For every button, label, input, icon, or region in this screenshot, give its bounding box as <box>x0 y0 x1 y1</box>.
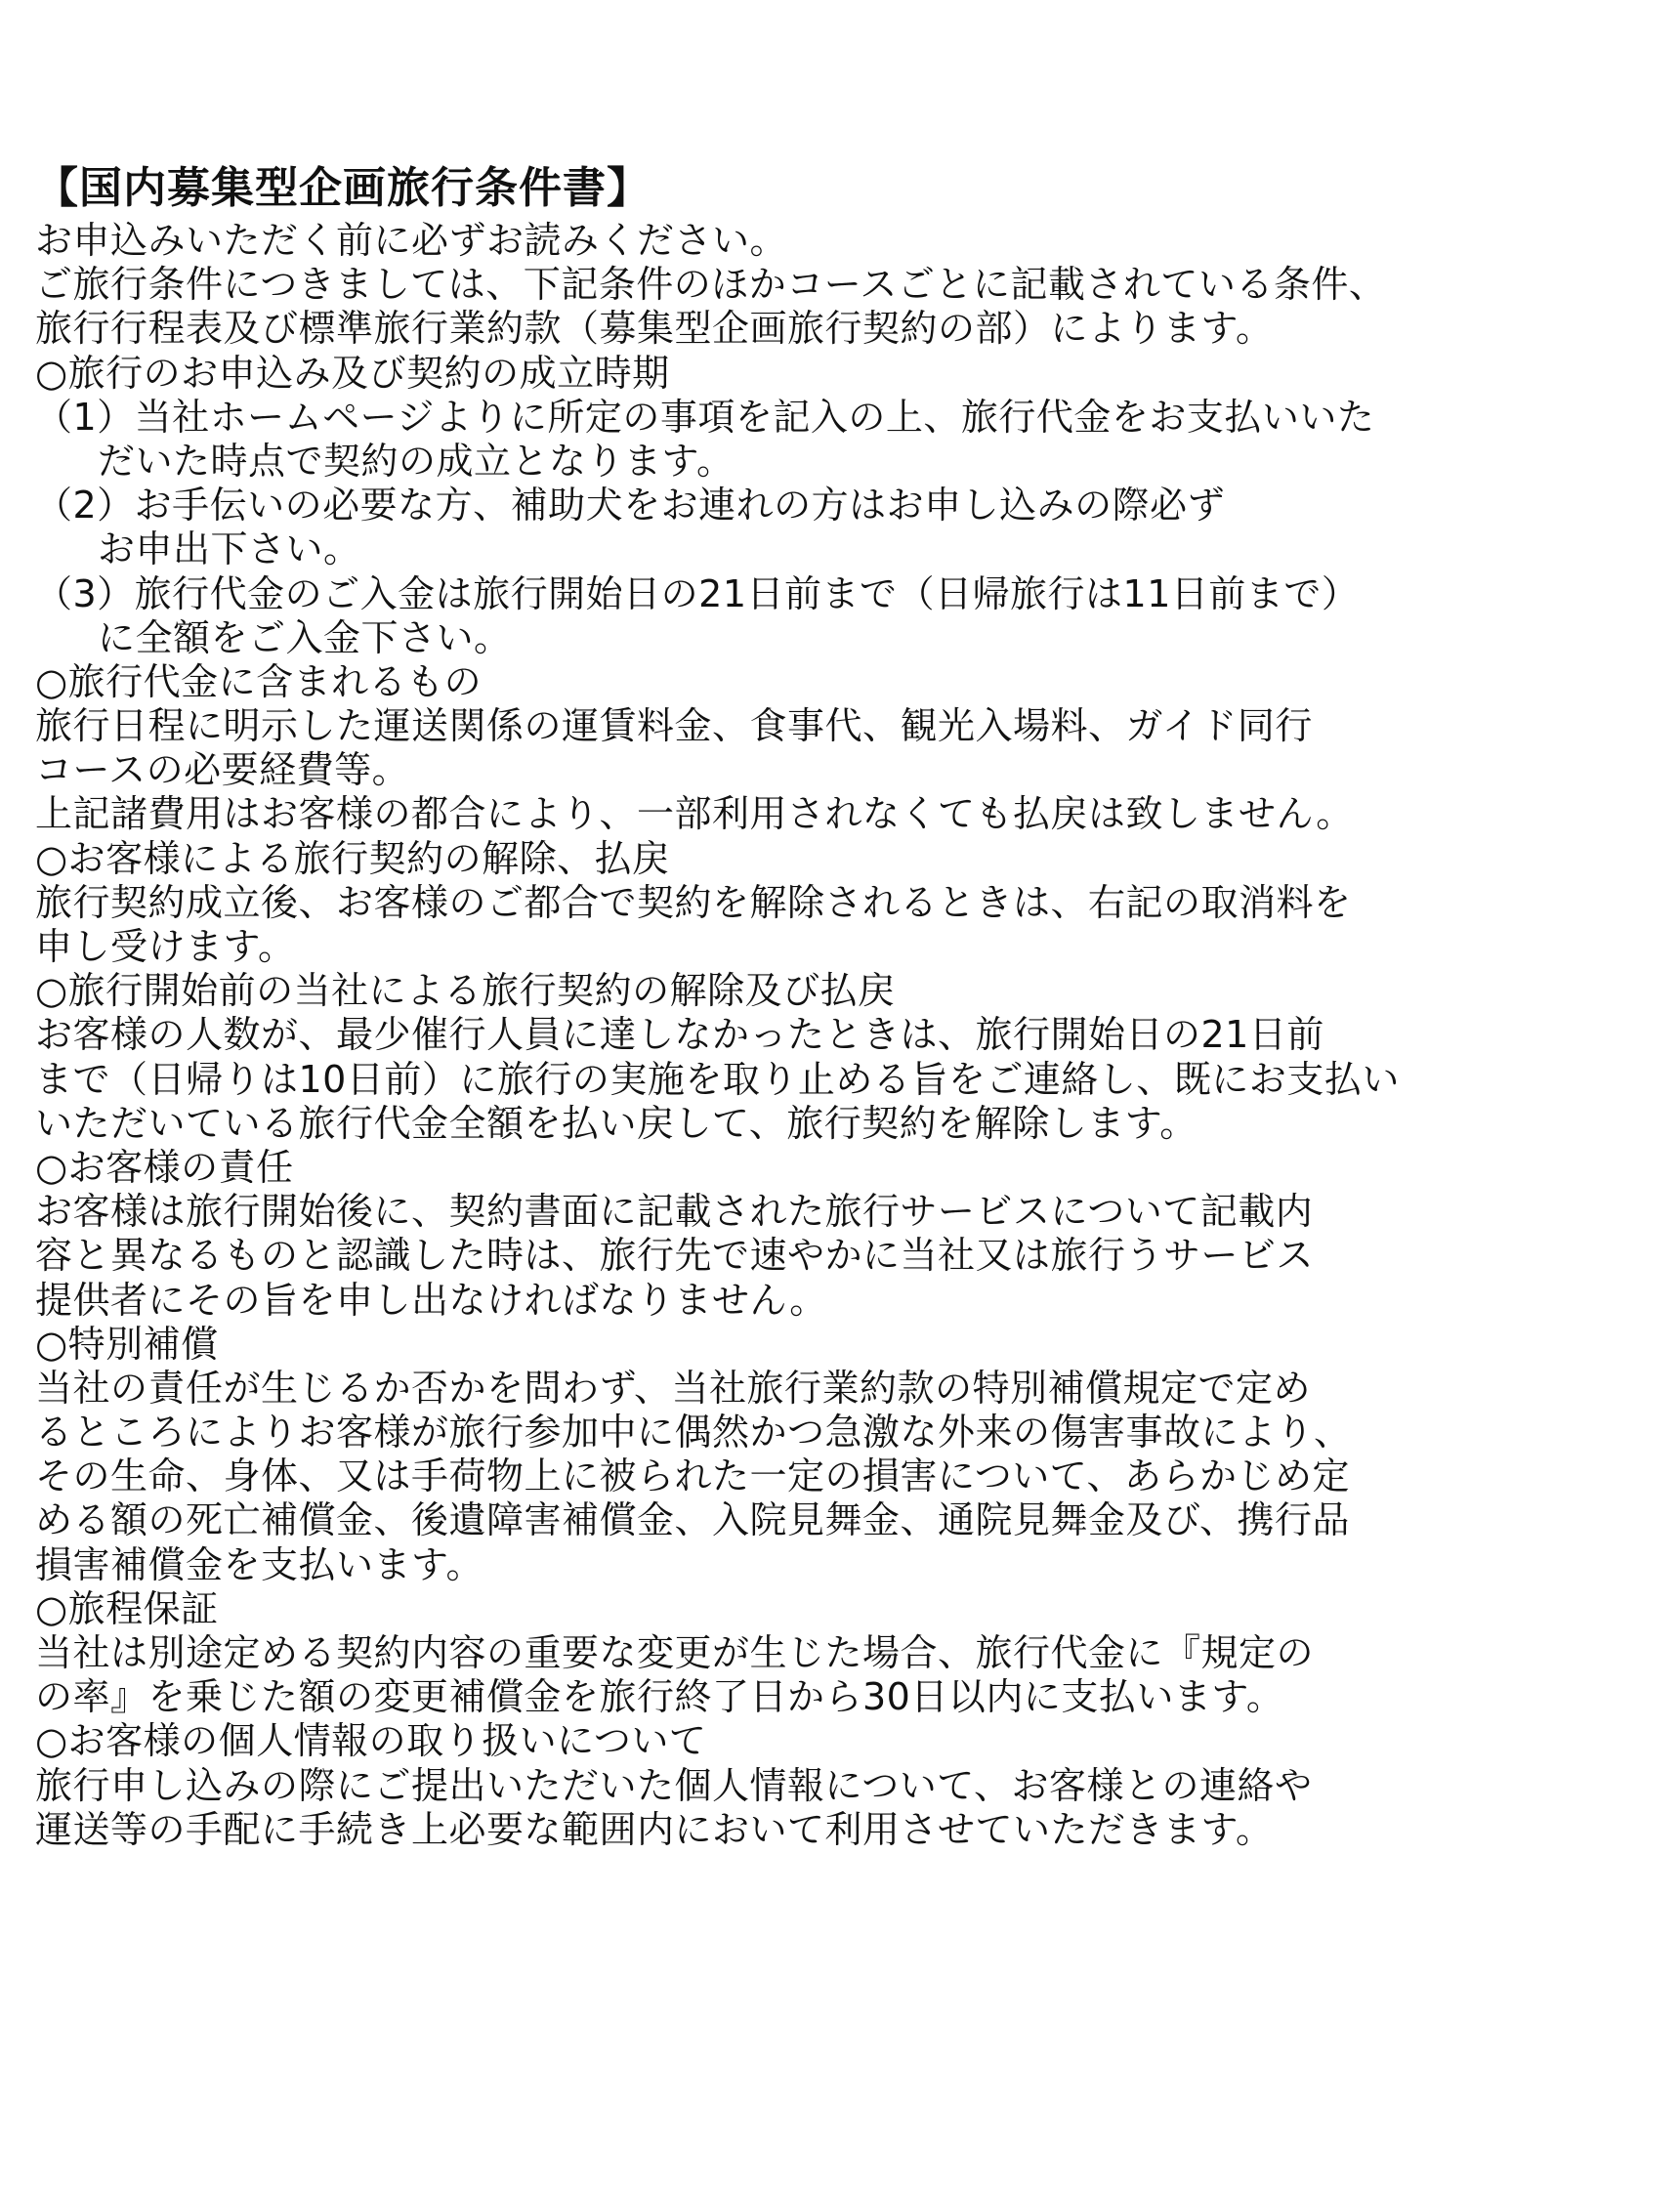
document-body <box>35 160 1637 1852</box>
section-heading: ○お客様の責任 <box>35 1145 294 1189</box>
paragraph-line: その生命、身体、又は手荷物上に被られた一定の損害について、あらかじめ定 <box>35 1454 1350 1498</box>
section-heading: ○旅程保証 <box>35 1586 219 1630</box>
section-heading: ○旅行開始前の当社による旅行契約の解除及び払戻 <box>35 969 896 1013</box>
paragraph-line: 当社の責任が生じるか否かを問わず、当社旅行業約款の特別補償規定で定め <box>35 1366 1311 1410</box>
paragraph-line: 旅行日程に明示した運送関係の運賃料金、食事代、観光入場料、ガイド同行 <box>35 704 1313 748</box>
numbered-item-continuation: に全額をご入金下さい。 <box>98 615 512 659</box>
paragraph-line: コースの必要経費等。 <box>35 748 410 792</box>
paragraph-line: の率』を乗じた額の変更補償金を旅行終了日から30日以内に支払います。 <box>35 1675 1284 1719</box>
paragraph-line: まで（日帰りは10日前）に旅行の実施を取り止める旨をご連絡し、既にお支払い <box>35 1057 1400 1101</box>
paragraph-line: める額の死亡補償金、後遺障害補償金、入院見舞金、通院見舞金及び、携行品 <box>35 1498 1350 1542</box>
document-title: 【国内募集型企画旅行条件書】 <box>35 163 651 213</box>
numbered-item-continuation: だいた時点で契約の成立となります。 <box>98 439 735 483</box>
intro-line: ご旅行条件につきましては、下記条件のほかコースごとに記載されている条件、 <box>35 263 1387 307</box>
section-heading: ○お客様による旅行契約の解除、払戻 <box>35 836 670 880</box>
paragraph-line: 申し受けます。 <box>35 925 296 968</box>
paragraph-line: 旅行契約成立後、お客様のご都合で契約を解除されるときは、右記の取消料を <box>35 880 1352 924</box>
paragraph-line: 運送等の手配に手続き上必要な範囲内において利用させていただきます。 <box>35 1807 1274 1851</box>
paragraph-line: お客様の人数が、最少催行人員に達しなかったときは、旅行開始日の21日前 <box>35 1013 1324 1057</box>
intro-line: お申込みいただく前に必ずお読みください。 <box>35 219 788 262</box>
intro-line: 旅行行程表及び標準旅行業約款（募集型企画旅行契約の部）によります。 <box>35 307 1274 351</box>
paragraph-line: いただいている旅行代金全額を払い戻して、旅行契約を解除します。 <box>35 1101 1197 1145</box>
numbered-item-continuation: お申出下さい。 <box>98 527 361 571</box>
paragraph-line: 旅行申し込みの際にご提出いただいた個人情報について、お客様との連絡や <box>35 1763 1313 1807</box>
paragraph-line: 提供者にその旨を申し出なければなりません。 <box>35 1278 827 1322</box>
section-heading: ○お客様の個人情報の取り扱いについて <box>35 1719 707 1763</box>
section-heading: ○旅行のお申込み及び契約の成立時期 <box>35 351 670 395</box>
section-heading: ○特別補償 <box>35 1322 219 1366</box>
numbered-item: （1）当社ホームページよりに所定の事項を記入の上、旅行代金をお支払いいた <box>35 395 1375 439</box>
numbered-item: （3）旅行代金のご入金は旅行開始日の21日前まで（日帰旅行は11日前まで） <box>35 571 1360 615</box>
paragraph-line: 当社は別途定める契約内容の重要な変更が生じた場合、旅行代金に『規定の <box>35 1631 1315 1674</box>
numbered-item: （2）お手伝いの必要な方、補助犬をお連れの方はお申し込みの際必ず <box>35 484 1226 527</box>
paragraph-line: るところによりお客様が旅行参加中に偶然かつ急激な外来の傷害事故により、 <box>35 1411 1352 1454</box>
paragraph-line: お客様は旅行開始後に、契約書面に記載された旅行サービスについて記載内 <box>35 1190 1314 1234</box>
paragraph-line: 上記諸費用はお客様の都合により、一部利用されなくても払戻は致しません。 <box>35 792 1354 836</box>
paragraph-line: 損害補償金を支払います。 <box>35 1542 483 1586</box>
section-heading: ○旅行代金に含まれるもの <box>35 659 483 703</box>
paragraph-line: 容と異なるものと認識した時は、旅行先で速やかに当社又は旅行うサービス <box>35 1234 1315 1278</box>
